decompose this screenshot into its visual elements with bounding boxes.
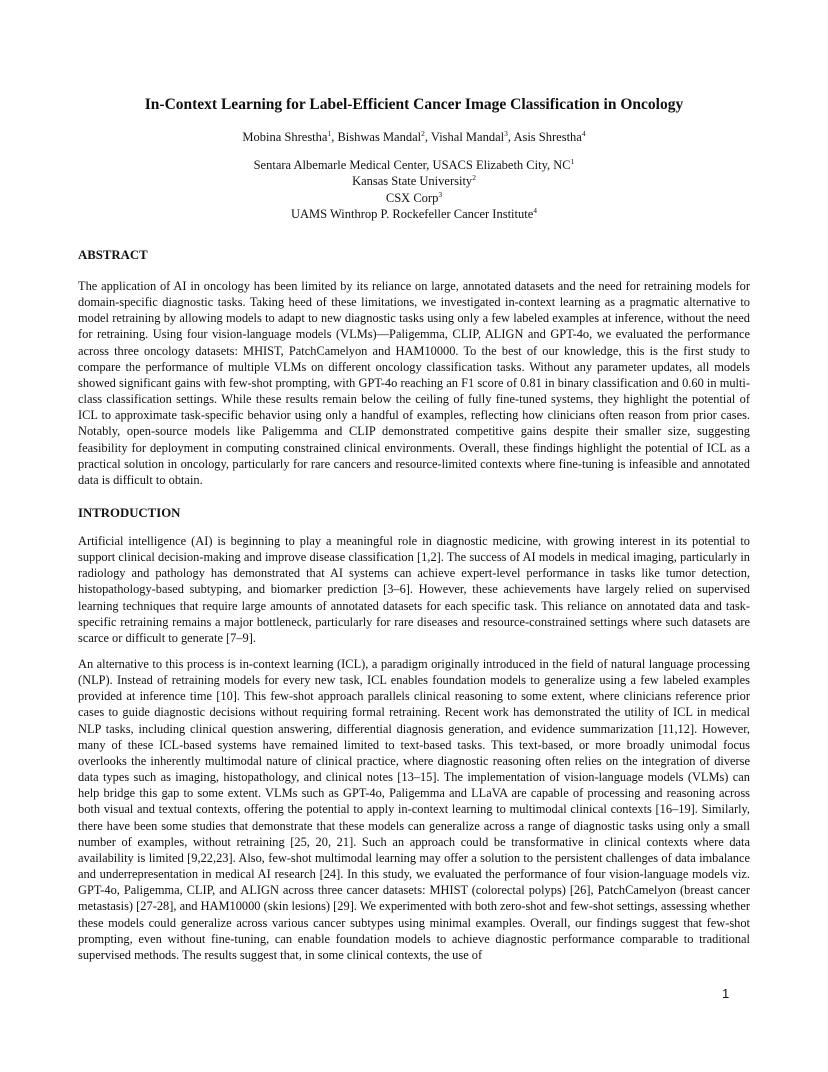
author-name: Asis Shrestha: [513, 130, 582, 144]
affiliation-mark: 1: [570, 156, 575, 166]
page-number: 1: [722, 986, 730, 1001]
author-name: Mobina Shrestha: [242, 130, 328, 144]
author-list: Mobina Shrestha$^1$, Bishwas Mandal$^2$, Vishal Mandal$^3$, Asis Shrestha$^4$: [242, 128, 586, 144]
affiliation-mark: 3: [438, 189, 443, 199]
author-affiliation-mark: 1: [327, 128, 332, 138]
affiliation-name: Kansas State University: [352, 174, 473, 189]
author-name: Vishal Mandal: [430, 130, 505, 144]
abstract-text: The application of AI in oncology has been limited by its reliance on large, annotated datasets and the need for retraining models for domain-specific diagnostic tasks. Taking heed of these limitations, we investigated in-context learning as a pragmatic alternative to model retraining by allowing models to adapt to new diagnostic tasks using only a few labeled examples at inference, without the need for retraining. Using four vision-language models (VLMs)—Paligemma, CLIP, ALIGN and GPT-4o, we evaluated the performance across three oncology datasets: MHIST, PatchCamelyon and HAM10000. To the best of our knowledge, this is the first study to compare the performance of multiple VLMs on different oncology classification tasks. Without any parameter updates, all models showed significant gains with few-shot prompting, with GPT-4o reaching an F1 score of 0.81 in binary classification and 0.60 in multi-class classification settings. While these results remain below the ceiling of fully fine-tuned systems, they highlight the potential of ICL to approximate task-specific behavior using only a handful of examples, reflecting how clinicians often reason from prior cases. Notably, open-source models like Paligemma and CLIP demonstrated competitive gains despite their smaller size, suggesting feasibility for deployment in computing constrained clinical environments. Overall, these findings highlight the potential of ICL as a practical solution in oncology, particularly for rare cancers and resource-limited contexts where fine-tuning is infeasible and annotated data is difficult to obtain.: [78, 279, 750, 487]
affiliation-name: Sentara Albemarle Medical Center, USACS Elizabeth City, NC: [253, 158, 571, 172]
paper-title: In-Context Learning for Label-Efficient Cancer Image Classification in Oncology: [144, 96, 684, 113]
author-affiliation-mark: 4: [581, 128, 586, 138]
author-affiliation-mark: 3: [504, 128, 508, 138]
affiliation: [0, 190, 828, 206]
author-affiliation-mark: 2: [421, 128, 425, 138]
introduction-paragraph: Artificial intelligence (AI) is beginning to play a meaningful role in diagnostic medicine, with growing interest in its potential to support clinical decision-making and improve disease classification [1,2]. The success of AI models in medical imaging, particularly in radiology and pathology has demonstrated that AI systems can achieve expert-level performance in tasks like tumor detection, histopathology-based subtyping, and biomarker prediction [3–6]. However, these achievements have largely relied on supervised learning techniques that require large amounts of annotated datasets for each specific task. This reliance on annotated data and task-specific retraining remains a major bottleneck, particularly for rare diseases and resource-constrained settings where such datasets are scarce or difficult to generate [7–9].: [78, 534, 750, 645]
author-name: Bishwas Mandal: [337, 130, 422, 144]
introduction-paragraph: An alternative to this process is in-context learning (ICL), a paradigm originally introduced in the field of natural language processing (NLP). Instead of retraining models for every new task, ICL enables foundation models to generalize using a few labeled examples provided at inference time [10]. This few-shot approach parallels clinical reasoning to some extent, where clinicians reference prior cases to guide diagnostic decisions without requiring formal retraining. Recent work has demonstrated the utility of ICL in medical NLP tasks, including clinical question answering, differential diagnosis generation, and evidence summarization [11,12]. However, many of these ICL-based systems have remained limited to text-based tasks. This text-based, or more broadly unimodal focus overlooks the inherently multimodal nature of clinical practice, where diagnostic reasoning often relies on the integration of diverse data types such as imaging, histopathology, and clinical notes [13–15]. The implementation of vision-language models (VLMs) can help bridge this gap to some extent. VLMs such as GPT-4o, Paligemma and LLaVA are capable of processing and reasoning across both visual and textual contexts, offering the potential to apply in-context learning to multimodal clinical contexts [16–19]. Similarly, there have been some studies that demonstrate that these models can generalize across a range of diagnostic tasks using only a small number of examples, without retraining [25, 20, 21]. Such an approach could be transformative in clinical contexts where data availability is limited [9,22,23]. Also, few-shot multimodal learning may offer a solution to the persistent challenges of data imbalance and underrepresentation in medical AI research [24]. In this study, we evaluated the performance of four vision-language models viz. GPT-4o, Paligemma, CLIP, and ALIGN across three cancer datasets: MHIST (colorectal polyps) [26], PatchCamelyon (breast cancer metastasis) [27-28], and HAM10000 (skin lesions) [29]. We experimented with both zero-shot and few-shot settings, assessing whether these models could generalize across various cancer subtypes using minimal examples. Overall, our findings suggest that few-shot prompting, even without fine-tuning, can enable foundation models to achieve diagnostic performance comparable to traditional supervised methods. The results suggest that, in some clinical contexts, the use of: [78, 657, 750, 962]
affiliation: [0, 206, 828, 222]
affiliation-list: [0, 157, 828, 222]
introduction-heading: INTRODUCTION: [78, 506, 181, 520]
affiliation: [0, 173, 828, 189]
affiliation-name: UAMS Winthrop P. Rockefeller Cancer Institute: [290, 206, 534, 221]
affiliation-mark: 4: [533, 205, 538, 215]
affiliation: [0, 157, 828, 173]
affiliation-mark: 2: [472, 173, 476, 183]
affiliation-name: CSX Corp: [385, 190, 439, 205]
abstract-heading: ABSTRACT: [78, 248, 148, 262]
